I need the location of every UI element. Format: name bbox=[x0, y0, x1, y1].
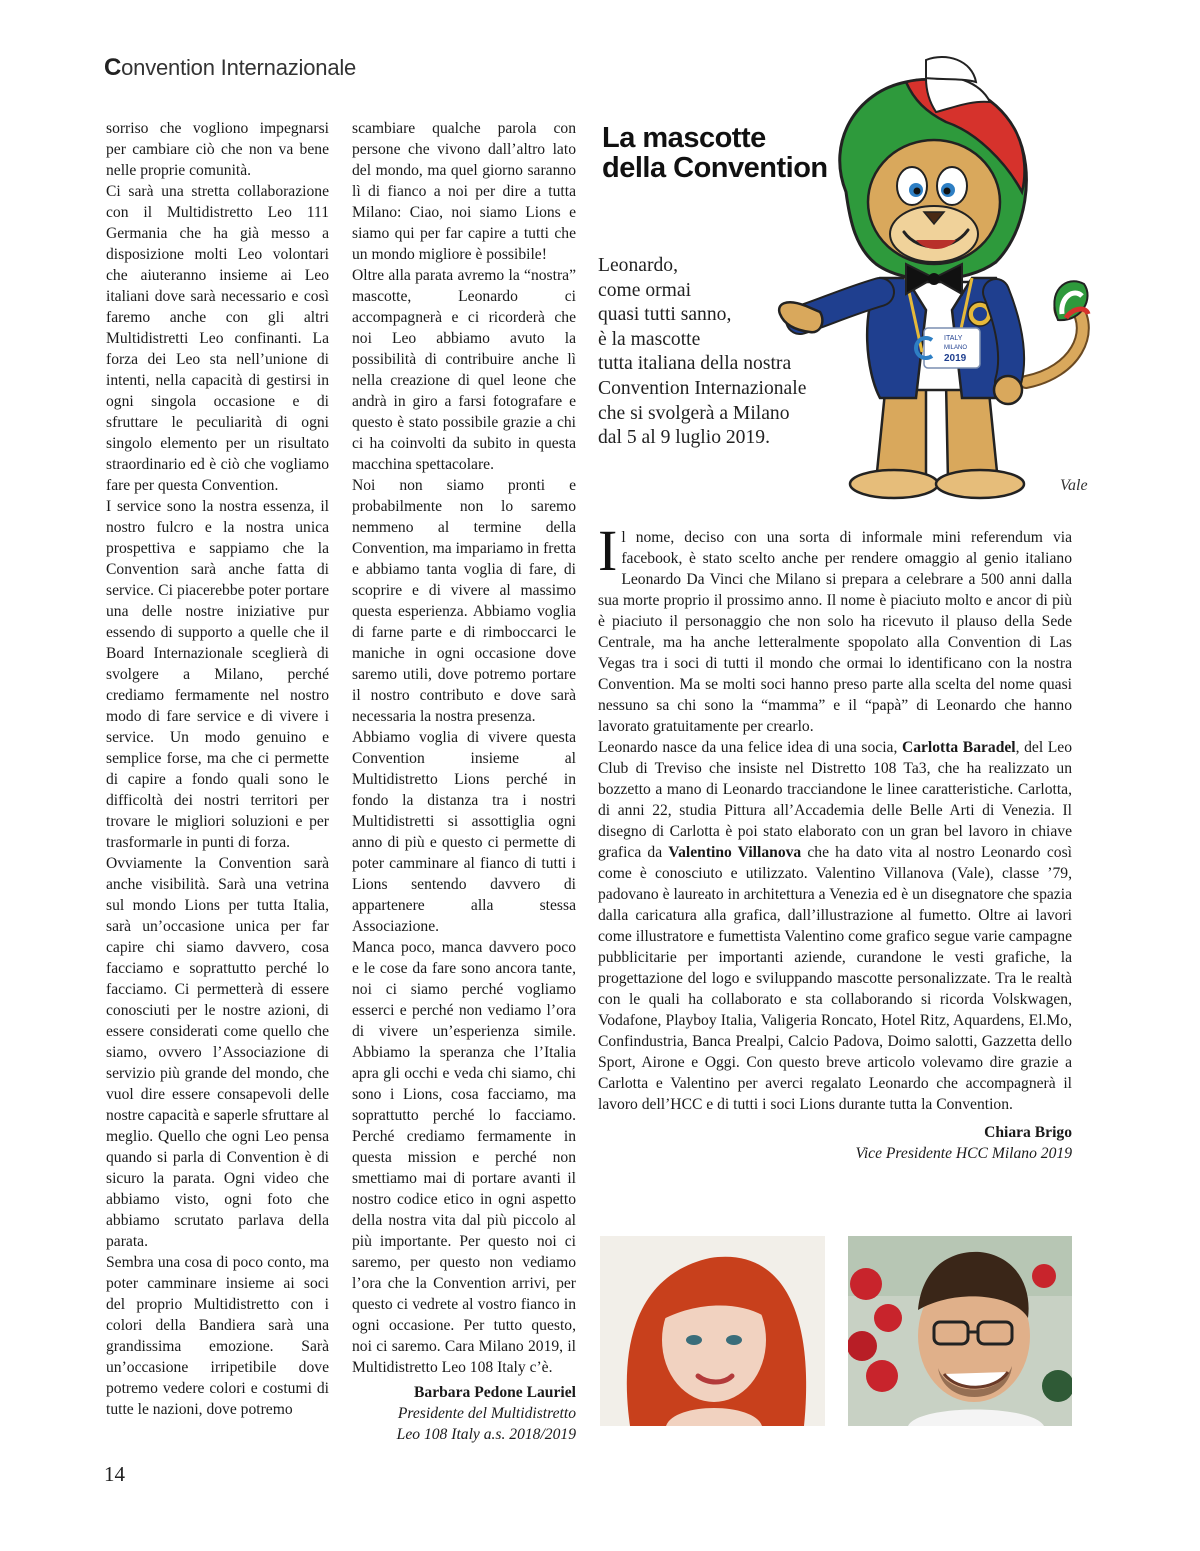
page-number: 14 bbox=[104, 1462, 125, 1486]
column-1 bbox=[106, 118, 329, 1420]
convention-badge bbox=[916, 328, 980, 368]
svg-text:ITALY: ITALY bbox=[944, 335, 963, 342]
box-title: La mascotte della Convention bbox=[602, 122, 828, 184]
column-2 bbox=[352, 118, 576, 1445]
paragraph: sorriso che vogliono impegnarsi per cambiare ciò che non va bene nelle proprie comunità. bbox=[106, 120, 329, 179]
paragraph: Ci sarà una stretta collaborazione con il Multidistretto Leo 111 Germania che ha già messo a disposizione molti Leo volontari che aiuteranno insieme ai Leo italiani dove sarà necessario e così faremo anche con gli altri Multidistretti Leo confinanti. La forza dei Leo sta nell’unione di intenti, nella capacità di gestirsi in ogni singola occasione e di sfruttare le peculiarità di ogni singolo elemento per un risultato straordinario ed è ciò che vogliamo fare per questa Convention. bbox=[106, 183, 329, 494]
author-role: Vice Presidente HCC Milano 2019 bbox=[855, 1145, 1072, 1162]
photo-carlotta bbox=[600, 1236, 825, 1426]
paragraph: Leonardo nasce da una felice idea di una socia, Carlotta Baradel, del Leo Club di Treviso che insiste nel Distretto 108 Ta3, che ha realizzato un bozzetto a mano di Leonardo tracciandone le linee caratteristiche. Carlotta, di anni 22, studia Pittura all’Accademia delle Belle Arti di Venezia. Il disegno di Carlotta è poi stato elaborato con un gran bel lavoro in chiave grafica da Valentino Villanova che ha dato vita al nostro Leonardo così come è conosciuto e utilizzato. Valentino Villanova (Vale), classe ’79, padovano è laureato in architettura a Venezia ed è un disegnatore che spazia dalla caricatura alla grafica, dall’illustrazione al fumetto. Oltre ai lavori come illustratore e fumettista Valentino come grafico segue varie campagne pubblicitarie per importanti aziende, curandone le vesti grafiche, la progettazione del logo e sviluppando mascotte personalizzate. Tra le realtà con le quali ha collaborato e sta collaborando si ricorda Volskwagen, Vodafone, Playboy Italia, Valigeria Roncato, Hotel Ritz, Aquardens, El.Mo, Confindustria, Banca Prealpi, Calcio Padova, Doimo salotti, Gazzetta dello Sport, Airone e Oggi. Con questo breve articolo volevamo dire grazie a Carlotta e Valentino per averci regalato Leonardo che accompagnerà il lavoro dell’HCC e di tutti i soci Lions durante tutta la Convention. bbox=[598, 739, 1072, 1113]
artist-signature: Vale bbox=[1060, 477, 1088, 494]
author-name: Barbara Pedone Lauriel bbox=[414, 1384, 576, 1401]
article-body bbox=[598, 518, 1072, 1164]
svg-text:MILANO: MILANO bbox=[944, 345, 968, 351]
paragraph: Noi non siamo pronti e probabilmente non lo saremo nemmeno al termine della Convention, ma impariamo in fretta e abbiamo tanta voglia di fare, di scoprire e di vivere al massimo questa esperienza. Abbiamo voglia di farne parte e di rimboccarci le maniche in ogni occasione dove saremo utili, dove potremo portare il nostro contributo e dove sarà necessaria la nostra presenza. bbox=[352, 477, 576, 725]
author-name: Chiara Brigo bbox=[984, 1124, 1072, 1141]
author-role: Presidente del Multidistretto bbox=[397, 1405, 576, 1422]
paragraph: I service sono la nostra essenza, il nostro fulcro e la nostra unica prospettiva e sappiamo che la Convention sarà anche fatta di service. Ci piacerebbe poter portare una delle nostre iniziative pur essendo di supporto a quelle che il Board Internazionale sceglierà di svolgere a Milano, perché crediamo fermamente nel nostro modo di fare service e di vivere i service. Un modo genuino e semplice forse, ma che ci permette di capire a fondo quali sono le difficoltà dei nostri territori per trovare le migliori soluzioni e per trasformarle in punti di forza. bbox=[106, 498, 329, 851]
photo-valentino bbox=[848, 1236, 1072, 1426]
running-head: Convention Internazionale bbox=[104, 54, 357, 81]
paragraph: Sembra una cosa di poco conto, ma poter camminare insieme ai soci del proprio Multidistretto con i colori della Bandiera sarà una grandissima emozione. Sarà un’occasione irripetibile dove potremo vedere colori e costumi di tutte le nazioni, dove potremo bbox=[106, 1254, 329, 1418]
article-signature bbox=[598, 1122, 1072, 1164]
paragraph: scambiare qualche parola con persone che vivono dall’altro lato del mondo, ma quel giorno saranno lì di fianco a noi per dire a tutta Milano: Ciao, noi siamo Lions e siamo qui per far capire a tutti che un mondo migliore è possibile! bbox=[352, 120, 576, 263]
author-role: Leo 108 Italy a.s. 2018/2019 bbox=[396, 1426, 576, 1443]
svg-text:2019: 2019 bbox=[944, 353, 967, 364]
drop-cap: I bbox=[598, 518, 618, 583]
paragraph: Il nome, deciso con una sorta di informale mini referendum via facebook, è stato scelto anche per rendere omaggio al genio italiano Leonardo Da Vinci che Milano si prepara a celebrare a 500 anni dalla sua morte proprio il prossimo anno. Il nome è piaciuto molto e ancor di più è piaciuto il personaggio che non solo ha ricevuto il plauso della Sede Centrale, ma ha anche letteralmente spopolato alla Convention di Las Vegas tra i soci di tutti il mondo che ormai lo identificano con la nostra Convention. Ma se molti soci hanno preso parte alla scelta del nome quasi nessuno sa chi sono la “mamma” e il “papà” di Leonardo che hanno lavorato gratuitamente per crearlo. bbox=[598, 518, 1072, 735]
box-intro: Leonardo, come ormai quasi tutti sanno, è la mascotte tutta italiana della nostra Convention Internazionale che si svolgerà a Milano dal 5 al 9 luglio 2019. bbox=[598, 255, 807, 449]
paragraph: Oltre alla parata avremo la “nostra” mascotte, Leonardo ci accompagnerà e ci ricorderà che noi Leo abbiamo avuto la possibilità di contribuire anche lì nella creazione di quel leone che andrà in giro a farsi fotografare e questo è stato possibile grazie a chi ci ha coinvolti da subito in questa macchina spettacolare. bbox=[352, 267, 576, 473]
mascot-illustration bbox=[776, 52, 1094, 514]
paragraph: Manca poco, manca davvero poco e le cose da fare sono ancora tante, noi ci siamo perché vogliamo esserci e perché non vediamo l’ora di vivere un’esperienza simile. Abbiamo la speranza che l’Italia apra gli occhi e veda chi siamo, chi sono i Lions, cosa facciamo, ma soprattutto perché lo facciamo. Perché crediamo fermamente in questa mission e perché non smettiamo mai di portare avanti il nostro codice etico in ogni aspetto della nostra vita dal più piccolo al più importante. Per questo noi ci saremo, per questo non vediamo l’ora che la Convention arrivi, per questo ci vedrete al vostro fianco in ogni occasione. Per tutto questo, noi ci saremo. Cara Milano 2019, il Multidistretto Leo 108 Italy c’è. bbox=[352, 939, 576, 1376]
paragraph: Abbiamo voglia di vivere questa Convention insieme al Multidistretto Lions perché in fondo la distanza tra i nostri Multidistretti si assottiglia ogni anno di più e questo ci permette di poter camminare al fianco di tutti i Lions sentendo davvero di appartenere alla stessa Associazione. bbox=[352, 729, 576, 935]
author-signature bbox=[352, 1382, 576, 1445]
paragraph: Ovviamente la Convention sarà anche visibilità. Sarà una vetrina sul mondo Lions per tutta Italia, sarà un’occasione unica per far capire chi siamo davvero, cosa facciamo e soprattutto perché lo facciamo. Ci permetterà di essere conosciuti per le nostre azioni, di essere considerati come quello che siamo, ovvero l’Associazione di servizio più grande del mondo, che vuol dire essere consapevoli delle nostre capacità e saperle sfruttare al meglio. Quello che ogni Leo pensa quando si parla di Convention è di sicuro la parata. Ogni video che abbiamo visto, ogni foto che abbiamo scrutato parlava della parata. bbox=[106, 855, 329, 1250]
